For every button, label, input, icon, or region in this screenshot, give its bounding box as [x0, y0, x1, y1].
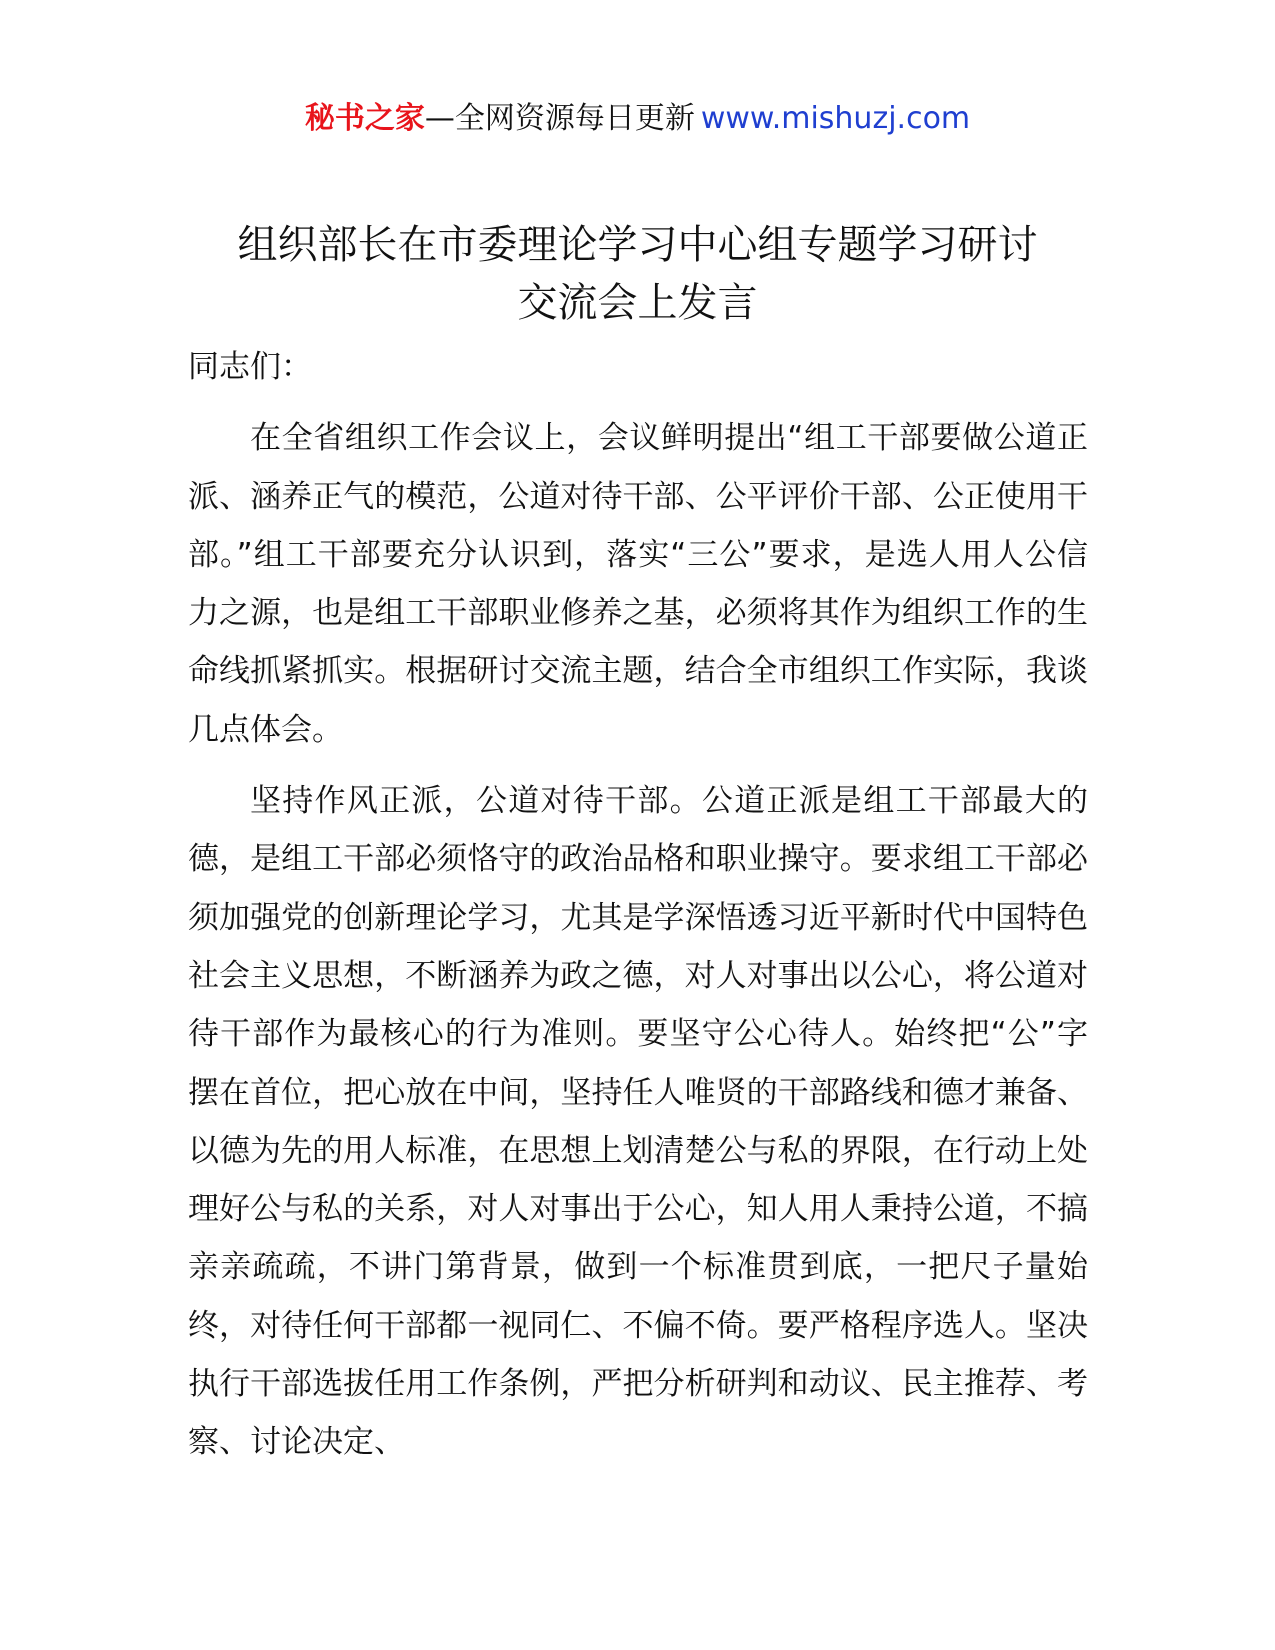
title-line-1: 组织部长在市委理论学习中心组专题学习研讨 [237, 222, 1038, 268]
title-line-2: 交流会上发言 [517, 280, 758, 326]
greeting: 同志们： [188, 349, 312, 385]
document-body [188, 338, 1088, 1485]
document-title [150, 216, 1125, 332]
site-tagline: —全网资源每日更新 [424, 101, 695, 136]
site-header [0, 98, 1275, 140]
site-brand: 秘书之家 [304, 101, 425, 136]
paragraph-intro: 在全省组织工作会议上，会议鲜明提出“组工干部要做公道正派、涵养正气的模范，公道对待干部、公平评价干部、公正使用干部。”组工干部要充分认识到，落实“三公”要求，是选人用人公信力之源，也是组工干部职业修养之基，必须将其作为组织工作的生命线抓紧抓实。根据研讨交流主题，结合全市组织工作实际，我谈几点体会。 [188, 420, 1088, 748]
paragraph-section-1: 坚持作风正派，公道对待干部。公道正派是组工干部最大的德，是组工干部必须恪守的政治品格和职业操守。要求组工干部必须加强党的创新理论学习，尤其是学深悟透习近平新时代中国特色社会主义思想，不断涵养为政之德，对人对事出以公心，将公道对待干部作为最核心的行为准则。要坚守公心待人。始终把“公”字摆在首位，把心放在中间，坚持任人唯贤的干部路线和德才兼备、以德为先的用人标准，在思想上划清楚公与私的界限，在行动上处理好公与私的关系，对人对事出于公心，知人用人秉持公道，不搞亲亲疏疏，不讲门第背景，做到一个标准贯到底，一把尺子量始终，对待任何干部都一视同仁、不偏不倚。要严格程序选人。坚决执行干部选拔任用工作条例，严把分析研判和动议、民主推荐、考察、讨论决定、 [188, 783, 1088, 1461]
site-url-link[interactable]: www.mishuzj.com [700, 101, 971, 136]
